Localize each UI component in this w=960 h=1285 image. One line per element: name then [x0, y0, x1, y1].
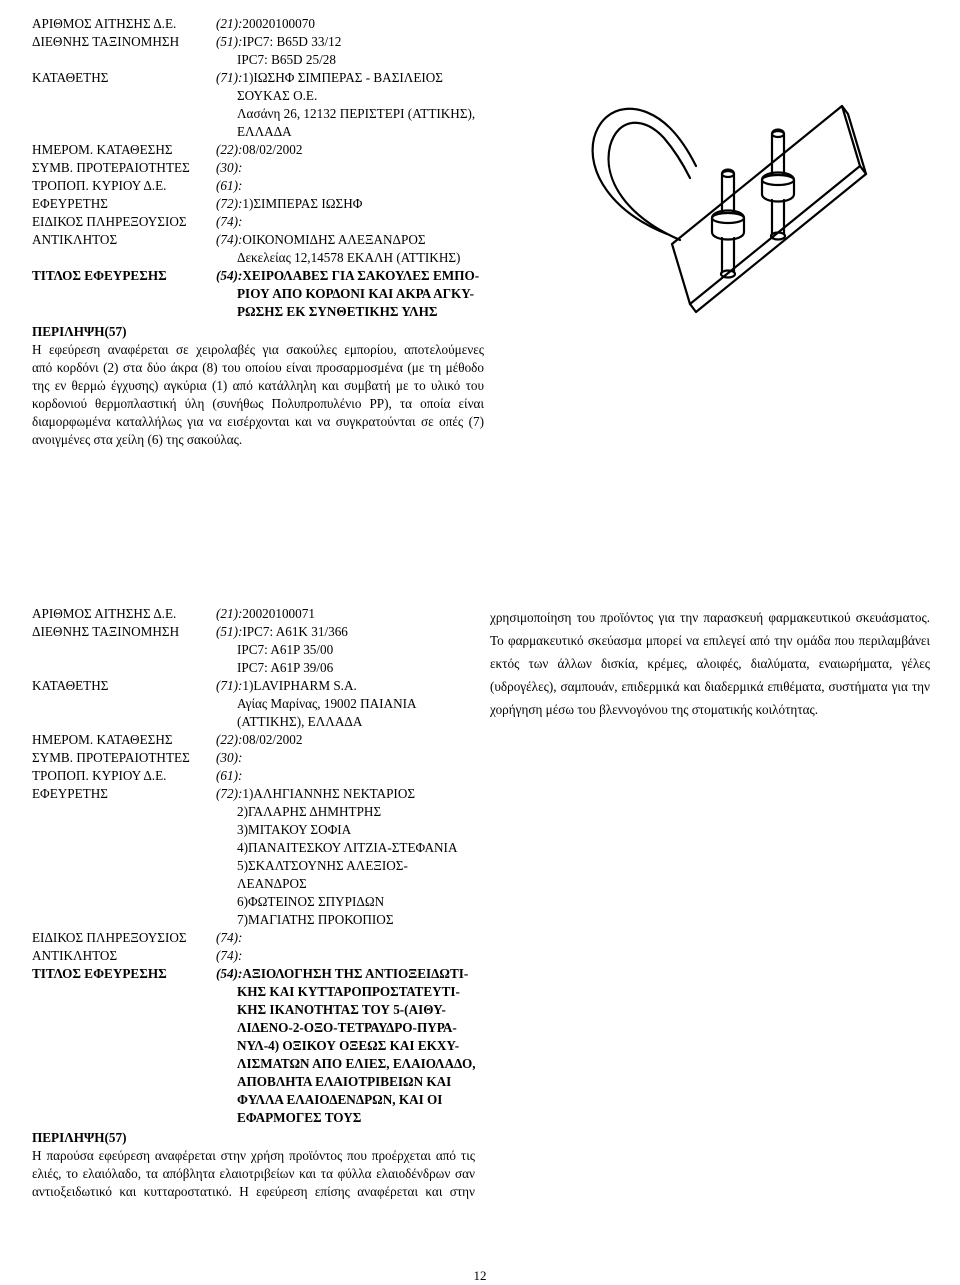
inventor-row [32, 195, 484, 213]
abstract-continuation [490, 606, 930, 721]
priority-code: (30): [216, 750, 243, 765]
priority-label: ΣΥΜΒ. ΠΡΟΤΕΡΑΙΟΤΗΤΕΣ [32, 750, 190, 765]
inventor-label: ΕΦΕΥΡΕΤΗΣ [32, 786, 108, 801]
abstract-line: (υδρογέλες), σαμπουάν, επιδερμικά και διαδερμικά επιθέματα, συστήματα για την [490, 679, 930, 694]
representative-line: ΟΙΚΟΝΟΜΙΔΗΣ ΑΛΕΞΑΝΔΡΟΣ [242, 232, 426, 247]
representative-row [32, 231, 484, 249]
classification-value: IPC7: A61K 31/366 [242, 624, 348, 639]
invention-title-line: ΧΕΙΡΟΛΑΒΕΣ ΓΙΑ ΣΑΚΟΥΛΕΣ ΕΜΠΟ- [242, 268, 480, 283]
amendment-row [32, 767, 475, 785]
inventor-line: 4)ΠΑΝΑΙΤΕΣΚΟΥ ΛΙΤΖΙΑ-ΣΤΕΦΑΝΙΑ [237, 840, 458, 855]
application-number-label: ΑΡΙΘΜΟΣ ΑΙΤΗΣΗΣ Δ.Ε. [32, 606, 177, 621]
bag-handle-drawing-icon [572, 62, 932, 352]
application-number-value: 20020100070 [242, 16, 315, 31]
abstract-heading: ΠΕΡΙΛΗΨΗ(57) [32, 1130, 127, 1145]
classification-code: (51): [216, 34, 243, 49]
classification-row [32, 623, 475, 641]
application-number-row [32, 15, 484, 33]
abstract-text [32, 1147, 475, 1201]
filing-date-row [32, 141, 484, 159]
priority-label: ΣΥΜΒ. ΠΡΟΤΕΡΑΙΟΤΗΤΕΣ [32, 160, 190, 175]
abstract-line: της εν θερμώ έγχυσης) αγκύρια (1) από κατάλληλη και συμβατή με το υλικό του [32, 378, 484, 393]
applicant-line: 1)LAVIPHARM S.A. [242, 678, 357, 693]
abstract-line: ανοιγμένες στα χείλη (6) της σακούλας. [32, 432, 243, 447]
invention-title-line: ΕΦΑΡΜΟΓΕΣ ΤΟΥΣ [237, 1110, 362, 1125]
title-row [32, 267, 484, 285]
application-number-value: 20020100071 [242, 606, 315, 621]
applicant-code: (71): [216, 678, 243, 693]
applicant-row [32, 69, 484, 87]
inventor-code: (72): [216, 196, 243, 211]
abstract-line: αντιοξειδωτικό και κυτταροστατικό. Η εφεύρεση επίσης αναφέρεται και στην [32, 1184, 475, 1199]
classification-value: IPC7: A61P 39/06 [237, 660, 334, 675]
inventor-line: 1)ΣΙΜΠΕΡΑΣ ΙΩΣΗΦ [242, 196, 363, 211]
applicant-label: ΚΑΤΑΘΕΤΗΣ [32, 678, 109, 693]
filing-date-label: ΗΜΕΡΟΜ. ΚΑΤΑΘΕΣΗΣ [32, 732, 173, 747]
invention-title-line: ΚΗΣ ΚΑΙ ΚΥΤΤΑΡΟΠΡΟΣΤΑΤΕΥΤΙ- [237, 984, 460, 999]
amendment-row [32, 177, 484, 195]
record-2 [32, 605, 475, 1201]
classification-label: ΔΙΕΘΝΗΣ ΤΑΞΙΝΟΜΗΣΗ [32, 34, 180, 49]
classification-code: (51): [216, 624, 243, 639]
inventor-line: 3)ΜΙΤΑΚΟΥ ΣΟΦΙΑ [237, 822, 352, 837]
abstract-line: χορήγηση μέσω του βλεννογόνου της στοματικής κοιλότητας. [490, 702, 819, 717]
page-number: 12 [473, 1268, 487, 1283]
abstract-line: κορδονιού θερμοπλαστική ύλη (συνήθως Πολυπροπυλένιο PP), τα οποία είναι [32, 396, 484, 411]
invention-title-line: ΡΩΣΗΣ ΕΚ ΣΥΝΘΕΤΙΚΗΣ ΥΛΗΣ [237, 304, 438, 319]
title-code: (54): [216, 966, 243, 981]
abstract-line: διαμορφωμένα καταλλήλως για να εισέρχονται και να συγκρατούνται σε οπές (7) [32, 414, 484, 429]
amendment-code: (61): [216, 768, 243, 783]
title-label: ΤΙΤΛΟΣ ΕΦΕΥΡΕΣΗΣ [32, 966, 167, 981]
representative-label: ΑΝΤΙΚΛΗΤΟΣ [32, 232, 118, 247]
inventor-line: ΛΕΑΝΔΡΟΣ [237, 876, 307, 891]
inventor-line: 7)ΜΑΓΙΑΤΗΣ ΠΡΟΚΟΠΙΟΣ [237, 912, 394, 927]
abstract-text [32, 341, 484, 449]
filing-date-value: 08/02/2002 [242, 142, 303, 157]
representative-code: (74): [216, 232, 243, 247]
invention-title-line: ΝΥΛ-4) ΟΞΙΚΟΥ ΟΞΕΩΣ ΚΑΙ ΕΚΧΥ- [237, 1038, 460, 1053]
priority-row [32, 159, 484, 177]
classification-value: IPC7: A61P 35/00 [237, 642, 334, 657]
abstract-line: Η εφεύρεση αναφέρεται σε χειρολαβές για σακούλες εμπορίου, αποτελούμενες [32, 342, 484, 357]
inventor-line: 1)ΑΛΗΓΙΑΝΝΗΣ ΝΕΚΤΑΡΙΟΣ [242, 786, 416, 801]
attorney-row [32, 213, 484, 231]
invention-title-line: ΛΙΣΜΑΤΩΝ ΑΠΟ ΕΛΙΕΣ, ΕΛΑΙΟΛΑΔΟ, [237, 1056, 476, 1071]
abstract-line: εκτός των άλλων δισκία, κρέμες, αλοιφές, διαλύματα, εναιωρήματα, γέλες [490, 656, 930, 671]
applicant-line: Λασάνη 26, 12132 ΠΕΡΙΣΤΕΡΙ (ΑΤΤΙΚΗΣ), [237, 106, 476, 121]
application-number-code: (21): [216, 606, 243, 621]
application-number-code: (21): [216, 16, 243, 31]
inventor-line: 6)ΦΩΤΕΙΝΟΣ ΣΠΥΡΙΔΩΝ [237, 894, 385, 909]
applicant-code: (71): [216, 70, 243, 85]
attorney-code: (74): [216, 930, 243, 945]
invention-title-line: ΑΠΟΒΛΗΤΑ ΕΛΑΙΟΤΡΙΒΕΙΩΝ ΚΑΙ [237, 1074, 452, 1089]
applicant-line: ΕΛΛΑΔΑ [237, 124, 292, 139]
attorney-label: ΕΙΔΙΚΟΣ ΠΛΗΡΕΞΟΥΣΙΟΣ [32, 214, 187, 229]
applicant-label: ΚΑΤΑΘΕΤΗΣ [32, 70, 109, 85]
priority-code: (30): [216, 160, 243, 175]
abstract-line: χρησιμοποίηση του προϊόντος για την παρασκευή φαρμακευτικού σκευάσματος. [490, 610, 930, 625]
attorney-code: (74): [216, 214, 243, 229]
abstract-line: από κορδόνι (2) στα δύο άκρα (8) του οποίου είναι προσαρμοσμένα (με τη μέθοδο [32, 360, 484, 375]
inventor-line: 5)ΣΚΑΛΤΣΟΥΝΗΣ ΑΛΕΞΙΟΣ- [237, 858, 408, 873]
priority-row [32, 749, 475, 767]
invention-title-line: ΚΗΣ ΙΚΑΝΟΤΗΤΑΣ ΤΟΥ 5-(ΑΙΘΥ- [237, 1002, 446, 1017]
title-label: ΤΙΤΛΟΣ ΕΦΕΥΡΕΣΗΣ [32, 268, 167, 283]
invention-title-line: ΑΞΙΟΛΟΓΗΣΗ ΤΗΣ ΑΝΤΙΟΞΕΙΔΩΤΙ- [242, 966, 469, 981]
application-number-row [32, 605, 475, 623]
inventor-line: 2)ΓΑΛΑΡΗΣ ΔΗΜΗΤΡΗΣ [237, 804, 382, 819]
representative-code: (74): [216, 948, 243, 963]
application-number-label: ΑΡΙΘΜΟΣ ΑΙΤΗΣΗΣ Δ.Ε. [32, 16, 177, 31]
title-row [32, 965, 475, 983]
inventor-code: (72): [216, 786, 243, 801]
representative-row [32, 947, 475, 965]
applicant-line: 1)ΙΩΣΗΦ ΣΙΜΠΕΡΑΣ - ΒΑΣΙΛΕΙΟΣ [242, 70, 443, 85]
attorney-label: ΕΙΔΙΚΟΣ ΠΛΗΡΕΞΟΥΣΙΟΣ [32, 930, 187, 945]
filing-date-label: ΗΜΕΡΟΜ. ΚΑΤΑΘΕΣΗΣ [32, 142, 173, 157]
representative-label: ΑΝΤΙΚΛΗΤΟΣ [32, 948, 118, 963]
attorney-row [32, 929, 475, 947]
amendment-label: ΤΡΟΠΟΠ. ΚΥΡΙΟΥ Δ.Ε. [32, 768, 167, 783]
applicant-line: (ΑΤΤΙΚΗΣ), ΕΛΛΑΔΑ [237, 714, 363, 729]
abstract-line: Η παρούσα εφεύρεση αναφέρεται στην χρήση προϊόντος που προέρχεται από τις [32, 1148, 475, 1163]
applicant-line: ΣΟΥΚΑΣ Ο.Ε. [237, 88, 318, 103]
abstract-heading: ΠΕΡΙΛΗΨΗ(57) [32, 324, 127, 339]
invention-title-line: ΡΙΟΥ ΑΠΟ ΚΟΡΔΟΝΙ ΚΑΙ ΑΚΡΑ ΑΓΚΥ- [237, 286, 474, 301]
representative-line: Δεκελείας 12,14578 ΕΚΑΛΗ (ΑΤΤΙΚΗΣ) [237, 250, 461, 265]
abstract-line: Το φαρμακευτικό σκεύασμα μπορεί να επιλεγεί από την ομάδα που περιλαμβάνει [490, 633, 930, 648]
record-1 [32, 15, 484, 449]
applicant-row [32, 677, 475, 695]
inventor-row [32, 785, 475, 803]
inventor-label: ΕΦΕΥΡΕΤΗΣ [32, 196, 108, 211]
classification-label: ΔΙΕΘΝΗΣ ΤΑΞΙΝΟΜΗΣΗ [32, 624, 180, 639]
filing-date-value: 08/02/2002 [242, 732, 303, 747]
amendment-label: ΤΡΟΠΟΠ. ΚΥΡΙΟΥ Δ.Ε. [32, 178, 167, 193]
applicant-line: Αγίας Μαρίνας, 19002 ΠΑΙΑΝΙΑ [237, 696, 417, 711]
invention-title-line: ΛΙΔΕΝΟ-2-ΟΞΟ-ΤΕΤΡΑΥΔΡΟ-ΠΥΡΑ- [237, 1020, 457, 1035]
filing-date-code: (22): [216, 732, 243, 747]
classification-value: IPC7: B65D 33/12 [242, 34, 342, 49]
abstract-line: ελιές, το ελαιόλαδο, τα απόβλητα ελαιοτριβείων και τα φύλλα ελαιοδένδρων σαν [32, 1166, 475, 1181]
title-code: (54): [216, 268, 243, 283]
invention-title-line: ΦΥΛΛΑ ΕΛΑΙΟΔΕΝΔΡΩΝ, ΚΑΙ ΟΙ [237, 1092, 443, 1107]
classification-value: IPC7: B65D 25/28 [237, 52, 336, 67]
filing-date-code: (22): [216, 142, 243, 157]
filing-date-row [32, 731, 475, 749]
amendment-code: (61): [216, 178, 243, 193]
classification-row [32, 33, 484, 51]
